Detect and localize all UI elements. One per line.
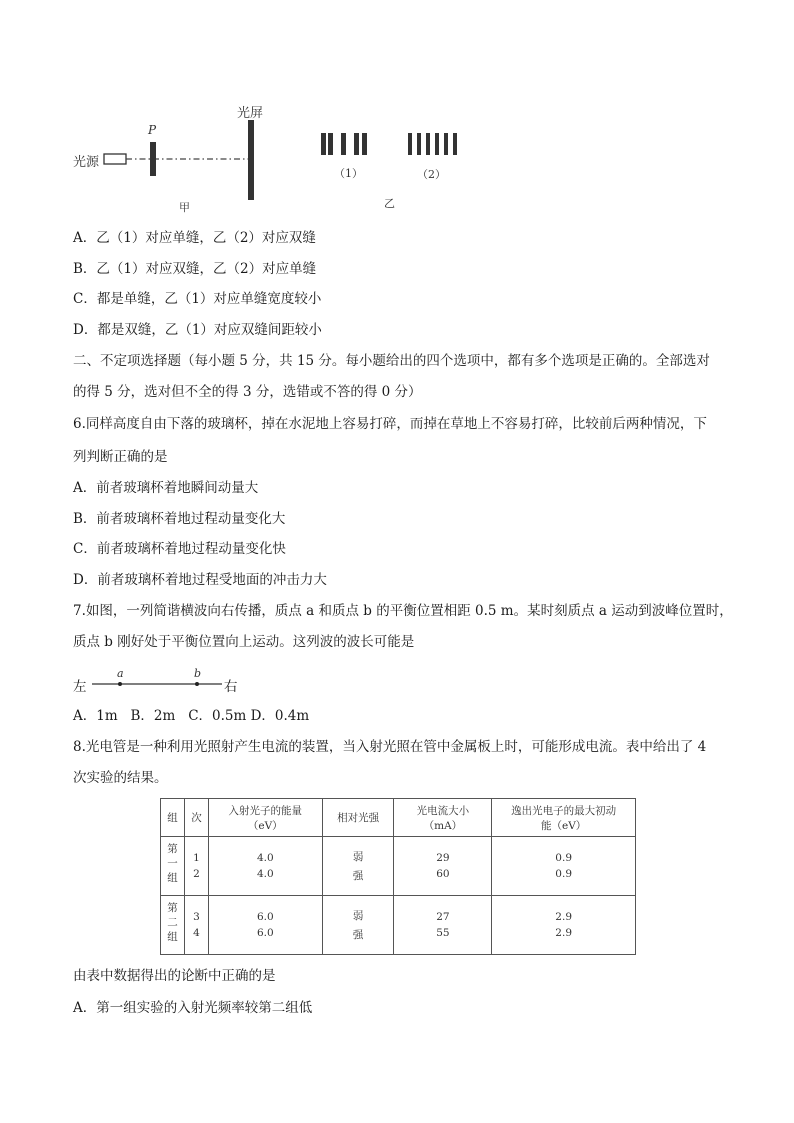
group1-intensity (322, 837, 394, 896)
intensity-value: 弱 (352, 851, 364, 863)
q5-option-b: B．乙（1）对应双缝，乙（2）对应单缝 (73, 261, 317, 277)
q7-right-label: 右 (224, 679, 238, 695)
q6-option-d: D．前者玻璃杯着地过程受地面的冲击力大 (73, 572, 327, 588)
current-value: 60 (436, 868, 450, 880)
q5-option-d: D．都是双缝，乙（1）对应双缝间距较小 (73, 322, 322, 338)
group2-name-text: 第二组 (165, 901, 178, 946)
current-value: 27 (436, 911, 450, 923)
screen-label: 光屏 (237, 106, 264, 121)
yi-label: 乙 (384, 197, 395, 210)
group2-intensity (322, 896, 394, 955)
header-current-line2: （mA） (423, 819, 463, 832)
current-value: 29 (436, 852, 450, 864)
trial-number: 1 (193, 852, 200, 864)
q7-b-label: b (194, 667, 202, 680)
header-ke-line2: 能（eV） (541, 819, 587, 832)
intensity-value: 强 (352, 929, 364, 941)
group1-ke (492, 837, 636, 896)
header-intensity: 相对光强 (322, 799, 394, 837)
header-kinetic-energy (492, 799, 636, 837)
fringe-pattern-1 (321, 133, 367, 155)
group2-name (161, 896, 185, 955)
q7-point-a (118, 682, 122, 686)
jia-label: 甲 (179, 201, 190, 214)
q7-options: A．1m B．2m C．0.5m D．0.4m (73, 708, 310, 724)
light-source-label: 光源 (73, 155, 100, 170)
group1-energy (208, 837, 322, 896)
light-screen (248, 120, 254, 200)
slit-experiment-figure (0, 0, 794, 220)
energy-value: 4.0 (256, 868, 274, 880)
slit-plate-p (150, 142, 156, 176)
header-current (394, 799, 492, 837)
trial-number: 2 (193, 868, 200, 880)
group1-current (394, 837, 492, 896)
fringe-pattern-2 (408, 133, 457, 155)
q8-stem-line2: 次实验的结果。 (73, 770, 168, 786)
table-row-group1 (161, 837, 636, 896)
q7-stem-line1: 7.如图，一列简谐横波向右传播，质点 a 和质点 b 的平衡位置相距 0.5 m。某时刻质点 a 运动到波峰位置时， (73, 603, 733, 619)
q5-option-c: C．都是单缝，乙（1）对应单缝宽度较小 (73, 291, 322, 307)
table-header-row (161, 799, 636, 837)
ke-value: 2.9 (555, 927, 572, 939)
energy-value: 4.0 (256, 852, 274, 864)
q6-option-b: B．前者玻璃杯着地过程动量变化大 (73, 511, 286, 527)
section2-header-line1: 二、不定项选择题（每小题 5 分，共 15 分。每小题给出的四个选项中，都有多个选项是正确的。全部选对 (73, 353, 710, 369)
group2-current (394, 896, 492, 955)
group1-name-text: 第一组 (165, 842, 178, 887)
header-trial: 次 (184, 799, 208, 837)
ke-value: 0.9 (555, 868, 572, 880)
pattern-1-label: （1） (334, 167, 363, 180)
group2-ke (492, 896, 636, 955)
header-energy-line1: 入射光子的能量 (228, 804, 303, 817)
group2-energy (208, 896, 322, 955)
q8-option-a: A．第一组实验的入射光频率较第二组低 (73, 1000, 313, 1016)
header-ke-line1: 逸出光电子的最大初动 (511, 804, 617, 817)
q8-stem-line1: 8.光电管是一种利用光照射产生电流的装置，当入射光照在管中金属板上时，可能形成电流。表中给出了 4 (73, 739, 707, 755)
q7-left-label: 左 (73, 679, 87, 695)
trial-number: 4 (193, 927, 200, 939)
photoelectric-table (160, 798, 636, 955)
header-energy-line2: （eV） (247, 819, 283, 832)
table-row-group2 (161, 896, 636, 955)
q6-option-c: C．前者玻璃杯着地过程动量变化快 (73, 541, 286, 557)
q6-stem-line1: 6.同样高度自由下落的玻璃杯，掉在水泥地上容易打碎，而掉在草地上不容易打碎，比较前后两种情况，下 (73, 416, 707, 432)
ke-value: 0.9 (555, 852, 572, 864)
intensity-value: 弱 (352, 910, 364, 922)
q6-stem-line2: 列判断正确的是 (73, 449, 168, 465)
pattern-2-label: （2） (417, 168, 446, 181)
group1-trials (184, 837, 208, 896)
light-source-box (104, 154, 126, 164)
trial-number: 3 (193, 911, 200, 923)
current-value: 55 (436, 927, 450, 939)
group1-name (161, 837, 185, 896)
header-current-line1: 光电流大小 (416, 804, 470, 817)
q5-option-a: A．乙（1）对应单缝，乙（2）对应双缝 (73, 230, 316, 246)
q7-a-label: a (117, 667, 124, 680)
q7-stem-line2: 质点 b 刚好处于平衡位置向上运动。这列波的波长可能是 (73, 634, 415, 650)
energy-value: 6.0 (256, 911, 274, 923)
energy-value: 6.0 (256, 927, 274, 939)
q8-after-table: 由表中数据得出的论断中正确的是 (73, 968, 276, 984)
group2-trials (184, 896, 208, 955)
ke-value: 2.9 (555, 911, 572, 923)
section2-header-line2: 的得 5 分，选对但不全的得 3 分，选错或不答的得 0 分） (73, 384, 422, 400)
p-label: P (148, 123, 157, 137)
q6-option-a: A．前者玻璃杯着地瞬间动量大 (73, 480, 259, 496)
header-energy (208, 799, 322, 837)
q7-point-b (195, 682, 199, 686)
header-group: 组 (161, 799, 185, 837)
intensity-value: 强 (352, 870, 364, 882)
